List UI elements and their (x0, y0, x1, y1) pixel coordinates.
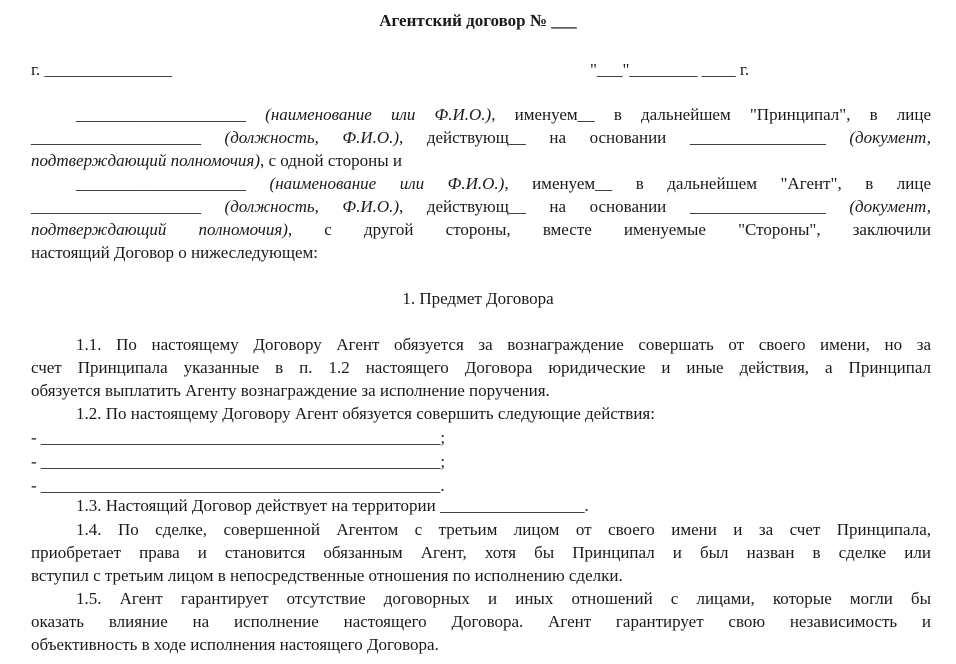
preamble-line: ____________________ (наименование или Ф.И.О.), именуем__ в дальнейшем "Агент", в лице (76, 174, 932, 193)
blank-action-line: - _______________________________________________; (31, 452, 446, 471)
parenthetical-note: (наименование или Ф.И.О.) (269, 174, 505, 193)
clause-line: обязуется выплатить Агенту вознаграждение за исполнение поручения. (31, 381, 550, 400)
blank-action-line: - _______________________________________________; (31, 428, 446, 447)
document-title: Агентский договор № ___ (379, 11, 577, 30)
clause-line: 1.5. Агент гарантирует отсутствие договорных и иных отношений с лицами, которые могли бы (76, 589, 931, 608)
city-field: г. _______________ (31, 60, 173, 79)
preamble-line: настоящий Договор о нижеследующем: (31, 243, 318, 262)
clause-line: 1.2. По настоящему Договору Агент обязуется совершить следующие действия: (76, 404, 655, 423)
clause-line: 1.1. По настоящему Договору Агент обязуется за вознаграждение совершать от своего имени, но за (76, 335, 931, 354)
clause-line: оказать влияние на исполнение настоящего Договора. Агент гарантирует свою независимость и (31, 612, 931, 631)
preamble-line: подтверждающий полномочия), с другой стороны, вместе именуемые "Стороны", заключили (31, 220, 932, 239)
parenthetical-note: (должность, Ф.И.О.) (224, 128, 400, 147)
preamble-line: ____________________ (наименование или Ф.И.О.), именуем__ в дальнейшем "Принципал", в лице (76, 105, 931, 124)
clause-line: счет Принципала указанные в п. 1.2 настоящего Договора юридические и иные действия, а Принципал (31, 358, 931, 377)
preamble-line: ____________________ (должность, Ф.И.О.), действующ__ на основании ________________ (документ, (31, 128, 931, 147)
clause-line: приобретает права и становится обязанным Агент, хотя бы Принципал и был назван в сделке или (31, 543, 931, 562)
clause-line: объективность в ходе исполнения настоящего Договора. (31, 635, 439, 654)
clause-line: вступил с третьим лицом в непосредственные отношения по исполнению сделки. (31, 566, 623, 585)
parenthetical-note: (должность, Ф.И.О.) (224, 197, 400, 216)
blank-action-line: - _______________________________________________. (31, 476, 445, 495)
clause-line: 1.3. Настоящий Договор действует на территории _________________. (76, 496, 589, 515)
date-field: "___"________ ____ г. (590, 60, 750, 79)
preamble-line: ____________________ (должность, Ф.И.О.), действующ__ на основании ________________ (документ, (31, 197, 931, 216)
parenthetical-note: подтверждающий полномочия) (31, 151, 260, 170)
clause-line: 1.4. По сделке, совершенной Агентом с третьим лицом от своего имени и за счет Принципала, (76, 520, 931, 539)
section-title: 1. Предмет Договора (402, 289, 554, 308)
preamble-line: подтверждающий полномочия), с одной стороны и (31, 151, 403, 170)
parenthetical-note: (документ, (849, 197, 931, 216)
parenthetical-note: подтверждающий полномочия) (31, 220, 288, 239)
parenthetical-note: (документ, (849, 128, 931, 147)
parenthetical-note: (наименование или Ф.И.О.) (265, 105, 492, 124)
